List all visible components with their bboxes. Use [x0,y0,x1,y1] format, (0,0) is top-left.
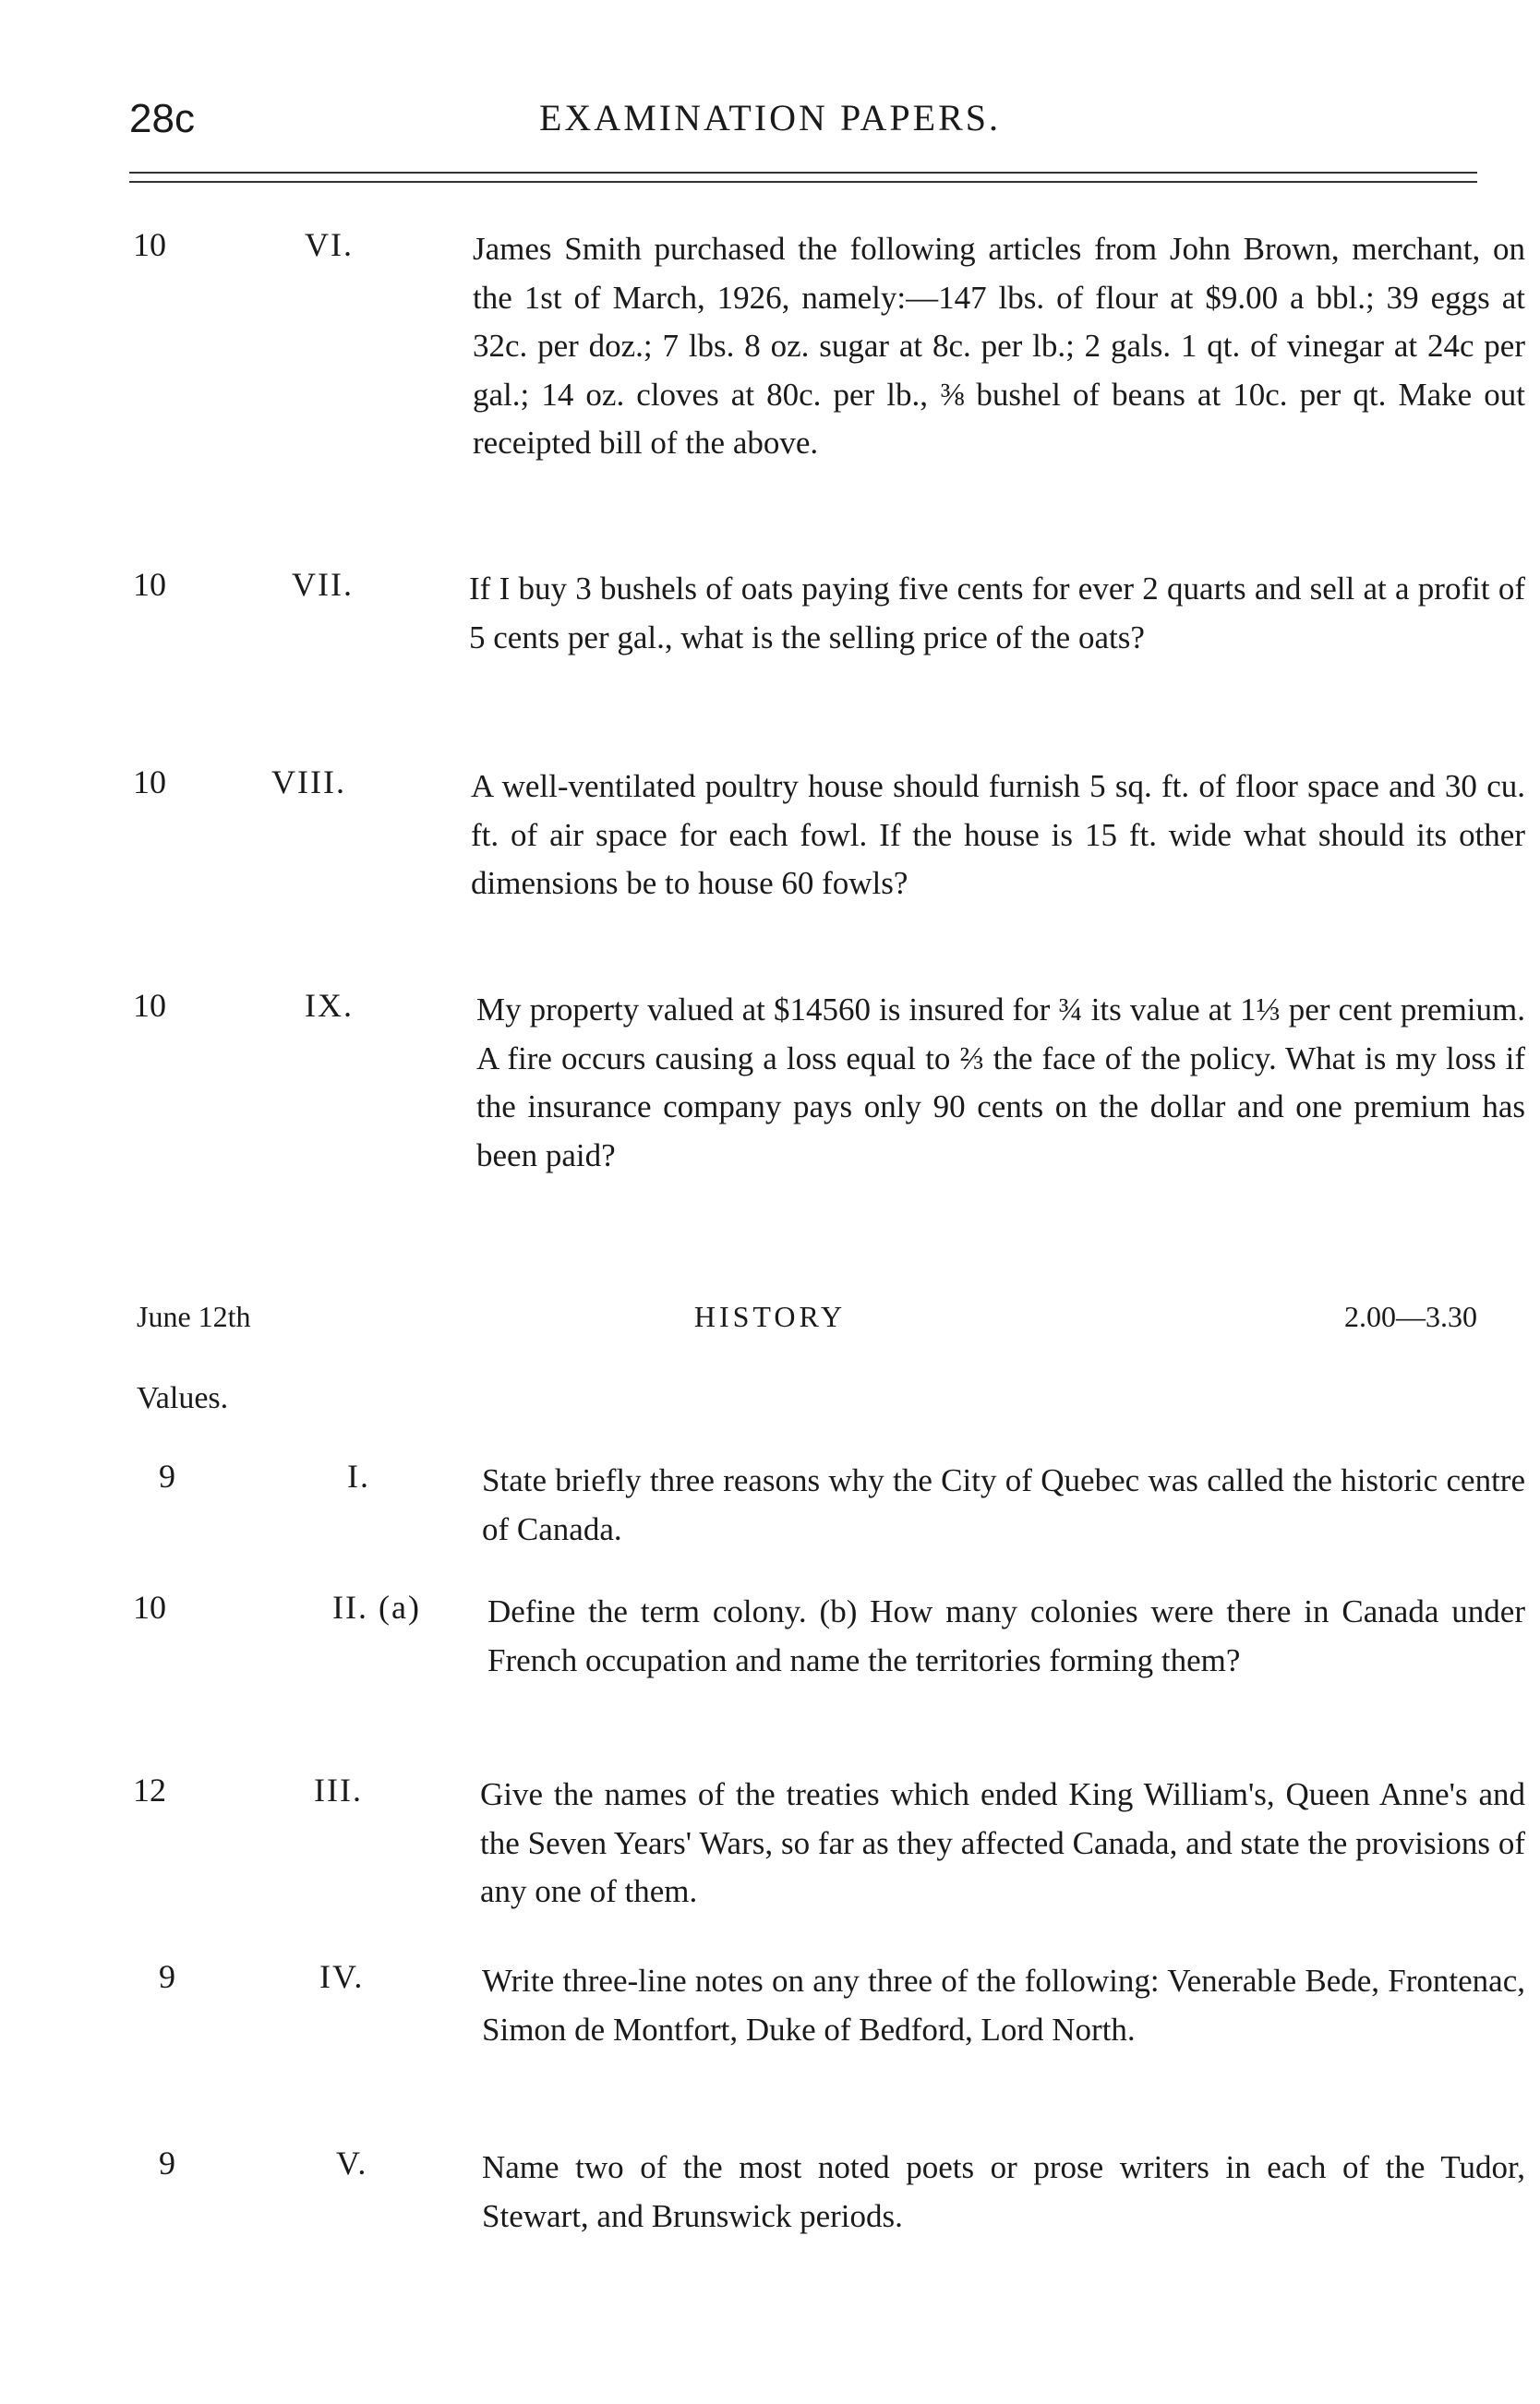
question-text: A well-ventilated poultry house should furnish 5 sq. ft. of floor space and 30 cu. ft. of air space for each fowl. If the house is 15 ft. wide what should its other dimensions be to house 60 fowls? [471,768,1525,901]
question-value: 10 [133,566,166,603]
question-number: I. [347,1458,370,1495]
question-value: 10 [133,226,166,263]
question-text: Define the term colony. (b) How many colonies were there in Canada under French occupation and name the territories forming them? [487,1593,1525,1678]
values-label: Values. [137,1381,229,1415]
question-value: 9 [159,1958,175,1995]
question-text: Write three-line notes on any three of the following: Venerable Bede, Frontenac, Simon de Montfort, Duke of Bedford, Lord North. [482,1963,1525,2048]
question-number: III. [314,1772,363,1809]
question-text: James Smith purchased the following articles from John Brown, merchant, on the 1st of March, 1926, namely:—147 lbs. of flour at $9.00 a bbl.; 39 eggs at 32c. per doz.; 7 lbs. 8 oz. sugar at 8c. per lb.; 2 gals. 1 qt. of vinegar at 24c per gal.; 14 oz. cloves at 80c. per lb., ⅜ bushel of beans at 10c. per qt. Make out receipted bill of the above. [473,231,1525,461]
question-text: State briefly three reasons why the City of Quebec was called the historic centre of Canada. [482,1462,1525,1547]
question-number: V. [336,2145,368,2182]
question-value: 9 [159,2145,175,2182]
exam-date: June 12th [137,1300,251,1333]
question-number: VIII. [271,763,346,800]
header-rule-bottom [129,181,1477,183]
question-number: II. (a) [332,1589,421,1626]
question-number: VI. [305,226,354,263]
subject-title: HISTORY [693,1300,847,1333]
question-value: 12 [133,1772,166,1809]
question-text: My property valued at $14560 is insured for ¾ its value at 1⅓ per cent premium. A fire occurs causing a loss equal to ⅔ the face of the policy. What is my loss if the insurance company pays only 90 cents on the dollar and one premium has been paid? [476,992,1525,1173]
question-text: If I buy 3 bushels of oats paying five cents for ever 2 quarts and sell at a profit of 5 cents per gal., what is the selling price of the oats? [469,571,1525,655]
history-section-header [0,1300,1540,1346]
running-title: EXAMINATION PAPERS. [538,97,1002,138]
header-rule-top [129,172,1477,174]
question-number: VII. [292,566,354,603]
question-text: Give the names of the treaties which ended King William's, Queen Anne's and the Seven Years' Wars, so far as they affected Canada, and state the provisions of any one of them. [480,1776,1525,1909]
question-value: 9 [159,1458,175,1495]
question-value: 10 [133,763,166,800]
page-number: 28c [129,96,195,141]
question-text: Name two of the most noted poets or prose writers in each of the Tudor, Stewart, and Brunswick periods. [482,2149,1525,2234]
exam-time: 2.00—3.30 [1344,1300,1477,1333]
question-number: IX. [305,987,354,1024]
question-value: 10 [133,987,166,1024]
question-value: 10 [133,1589,166,1626]
question-number: IV. [319,1958,365,1995]
